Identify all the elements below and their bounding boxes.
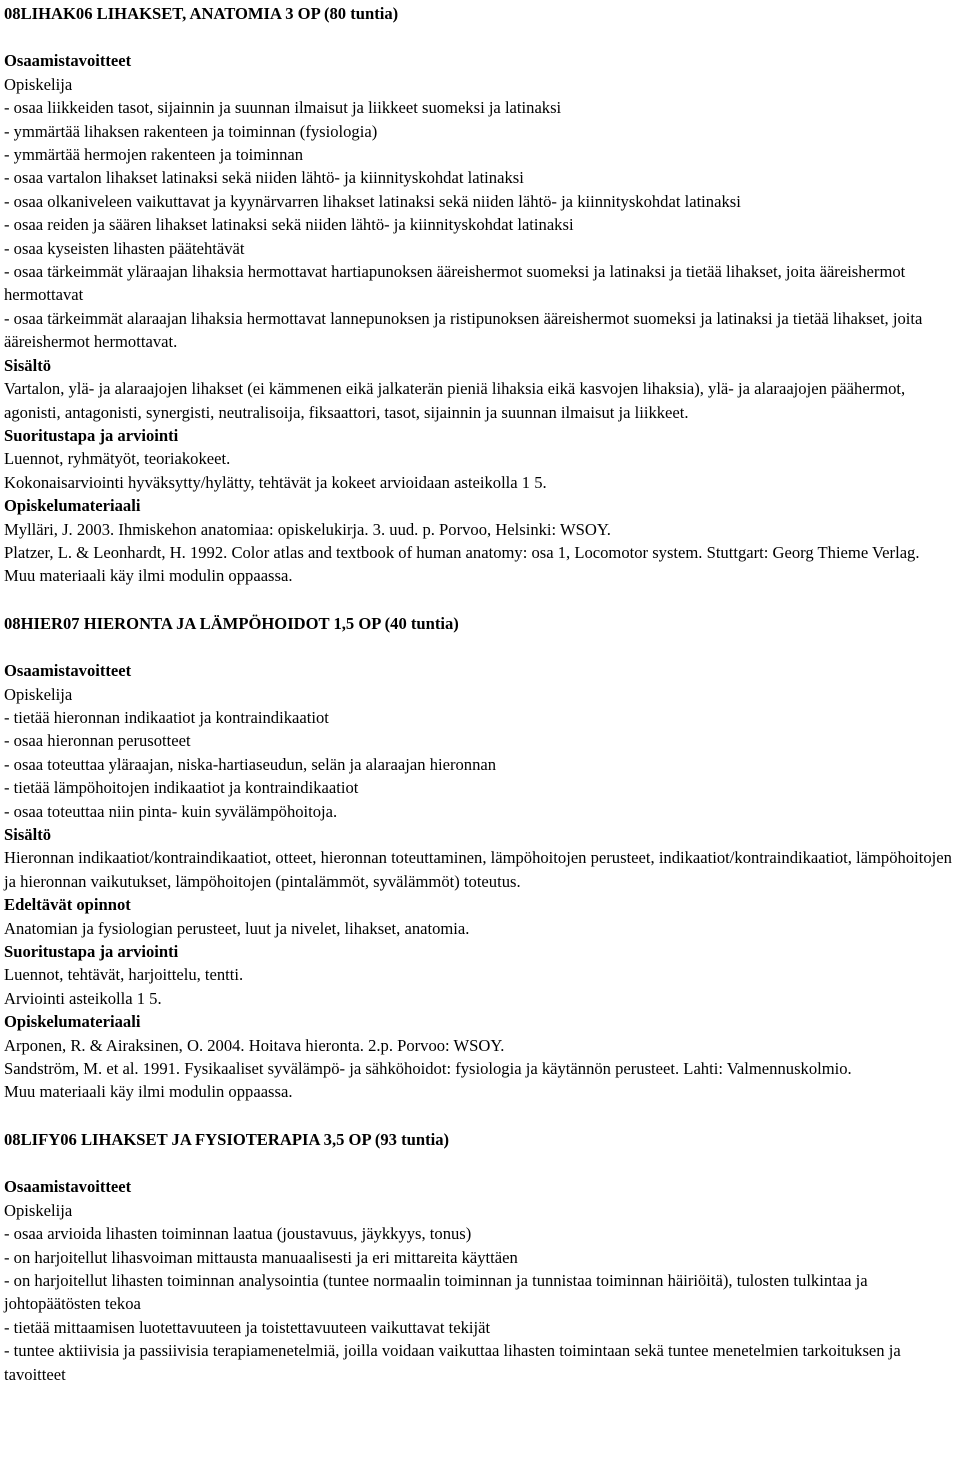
course-title: 08LIHAK06 LIHAKSET, ANATOMIA 3 OP (80 tuntia) [4, 4, 399, 23]
course-hieronta-lampohoidot [4, 612, 958, 1104]
spacer [4, 1151, 958, 1175]
objectives-heading: Osaamistavoitteet [4, 51, 132, 71]
student-label: Opiskelija [4, 684, 73, 704]
objective-item: - osaa liikkeiden tasot, sijainnin ja suunnan ilmaisut ja liikkeet suomeksi ja latinaksi [4, 98, 562, 118]
material-item: Muu materiaali käy ilmi modulin oppaassa. [4, 566, 293, 586]
section-heading-materials: Opiskelumateriaali [4, 496, 141, 516]
objective-item: - ymmärtää hermojen rakenteen ja toiminnan [4, 145, 304, 165]
student-label: Opiskelija [4, 1200, 73, 1220]
objective-item: - osaa olkaniveleen vaikuttavat ja kyynärvarren lihakset latinaksi sekä niiden lähtö- ja kiinnityskohdat latinaksi [4, 191, 741, 211]
section-heading-content: Sisältö [4, 825, 52, 844]
material-item: Sandström, M. et al. 1991. Fysikaaliset syvälämpö- ja sähköhoidot: fysiologia ja käytännön perusteet. Lahti: Valmennuskolmio. [4, 1059, 852, 1079]
spacer [4, 635, 958, 659]
section-heading-content: Sisältö [4, 355, 52, 375]
material-item: Muu materiaali käy ilmi modulin oppaassa. [4, 1082, 293, 1102]
assessment-text: Arviointi asteikolla 1 5. [4, 988, 162, 1008]
course-title: 08HIER07 HIERONTA JA LÄMPÖHOIDOT 1,5 OP (40 tuntia) [4, 613, 459, 633]
objective-item: - osaa vartalon lihakset latinaksi sekä niiden lähtö- ja kiinnityskohdat latinaksi [4, 168, 524, 188]
objective-item: - osaa tärkeimmät yläraajan lihaksia hermottavat hartiapunoksen ääreishermot suomeksi ja latinaksi ja tietää lihakset, joita ääreishermot hermottavat [4, 262, 906, 305]
assessment-text: Luennot, tehtävät, harjoittelu, tentti. [4, 965, 244, 985]
objective-item: - ymmärtää lihaksen rakenteen ja toiminnan (fysiologia) [4, 121, 378, 141]
objectives-heading: Osaamistavoitteet [4, 661, 132, 681]
objective-item: - osaa toteuttaa niin pinta- kuin syvälämpöhoitoja. [4, 801, 338, 821]
spacer [4, 1104, 958, 1128]
objective-item: - on harjoitellut lihasten toiminnan analysointia (tuntee normaalin toiminnan ja tunnistaa toiminnan häiriöitä), tulosten tulkintaa ja johtopäätösten tekoa [4, 1270, 868, 1314]
assessment-text: Kokonaisarviointi hyväksytty/hylätty, tehtävät ja kokeet arvioidaan asteikolla 1 5. [4, 472, 547, 492]
objective-item: - osaa hieronnan perusotteet [4, 731, 191, 751]
section-heading-assessment: Suoritustapa ja arviointi [4, 425, 179, 445]
objective-item: - osaa tärkeimmät alaraajan lihaksia hermottavat lannepunoksen ja ristipunoksen ääreishermot suomeksi ja latinaksi ja tietää lihakset, joita ääreishermot hermottavat. [4, 308, 923, 352]
section-heading-prerequisites: Edeltävät opinnot [4, 895, 131, 915]
course-title: 08LIFY06 LIHAKSET JA FYSIOTERAPIA 3,5 OP (93 tuntia) [4, 1129, 450, 1149]
material-item: Mylläri, J. 2003. Ihmiskehon anatomiaa: opiskelukirja. 3. uud. p. Porvoo, Helsinki: WSOY. [4, 519, 611, 539]
content-text: Hieronnan indikaatiot/kontraindikaatiot, otteet, hieronnan toteuttaminen, lämpöhoitojen perusteet, indikaatiot/kontraindikaatiot, lämpöhoitojen ja hieronnan vaikutukset, lämpöhoitojen (pintalämmöt, syvälämmöt) toteutus. [4, 848, 952, 891]
section-heading-materials: Opiskelumateriaali [4, 1012, 141, 1032]
objective-item: - tietää mittaamisen luotettavuuteen ja toistettavuuteen vaikuttavat tekijät [4, 1317, 491, 1337]
spacer [4, 588, 958, 612]
content-text: Vartalon, ylä- ja alaraajojen lihakset (ei kämmenen eikä jalkaterän pieniä lihaksia eikä kasvojen lihaksia), ylä- ja alaraajojen päähermot, agonisti, antagonisti, synergisti, neutralisoija, fiksaattori, tasot, sijainnin ja suunnan ilmaisut ja liikkeet. [4, 379, 906, 422]
course-lihakset-fysioterapia [4, 1128, 958, 1386]
objective-item: - tuntee aktiivisia ja passiivisia terapiamenetelmiä, joilla voidaan vaikuttaa lihasten toimintaan sekä tuntee menetelmien tarkoituksen ja tavoitteet [4, 1341, 901, 1384]
objective-item: - osaa kyseisten lihasten päätehtävät [4, 238, 245, 258]
objective-item: - tietää lämpöhoitojen indikaatiot ja kontraindikaatiot [4, 778, 359, 798]
prerequisites-text: Anatomian ja fysiologian perusteet, luut ja nivelet, lihakset, anatomia. [4, 918, 470, 938]
course-lihakset-anatomia [4, 0, 958, 588]
objectives-heading: Osaamistavoitteet [4, 1177, 132, 1197]
objective-item: - tietää hieronnan indikaatiot ja kontraindikaatiot [4, 707, 329, 727]
spacer [4, 25, 958, 49]
objective-item: - osaa toteuttaa yläraajan, niska-hartiaseudun, selän ja alaraajan hieronnan [4, 754, 497, 774]
material-item: Platzer, L. & Leonhardt, H. 1992. Color atlas and textbook of human anatomy: osa 1, Locomotor system. Stuttgart: Georg Thieme Verlag. [4, 542, 920, 562]
student-label: Opiskelija [4, 74, 73, 94]
assessment-text: Luennot, ryhmätyöt, teoriakokeet. [4, 449, 231, 469]
objective-item: - on harjoitellut lihasvoiman mittausta manuaalisesti ja eri mittareita käyttäen [4, 1247, 518, 1267]
section-heading-assessment: Suoritustapa ja arviointi [4, 942, 179, 962]
material-item: Arponen, R. & Airaksinen, O. 2004. Hoitava hieronta. 2.p. Porvoo: WSOY. [4, 1035, 505, 1055]
document [4, 0, 958, 1386]
objective-item: - osaa arvioida lihasten toiminnan laatua (joustavuus, jäykkyys, tonus) [4, 1224, 472, 1244]
objective-item: - osaa reiden ja säären lihakset latinaksi sekä niiden lähtö- ja kiinnityskohdat latinaksi [4, 215, 574, 235]
